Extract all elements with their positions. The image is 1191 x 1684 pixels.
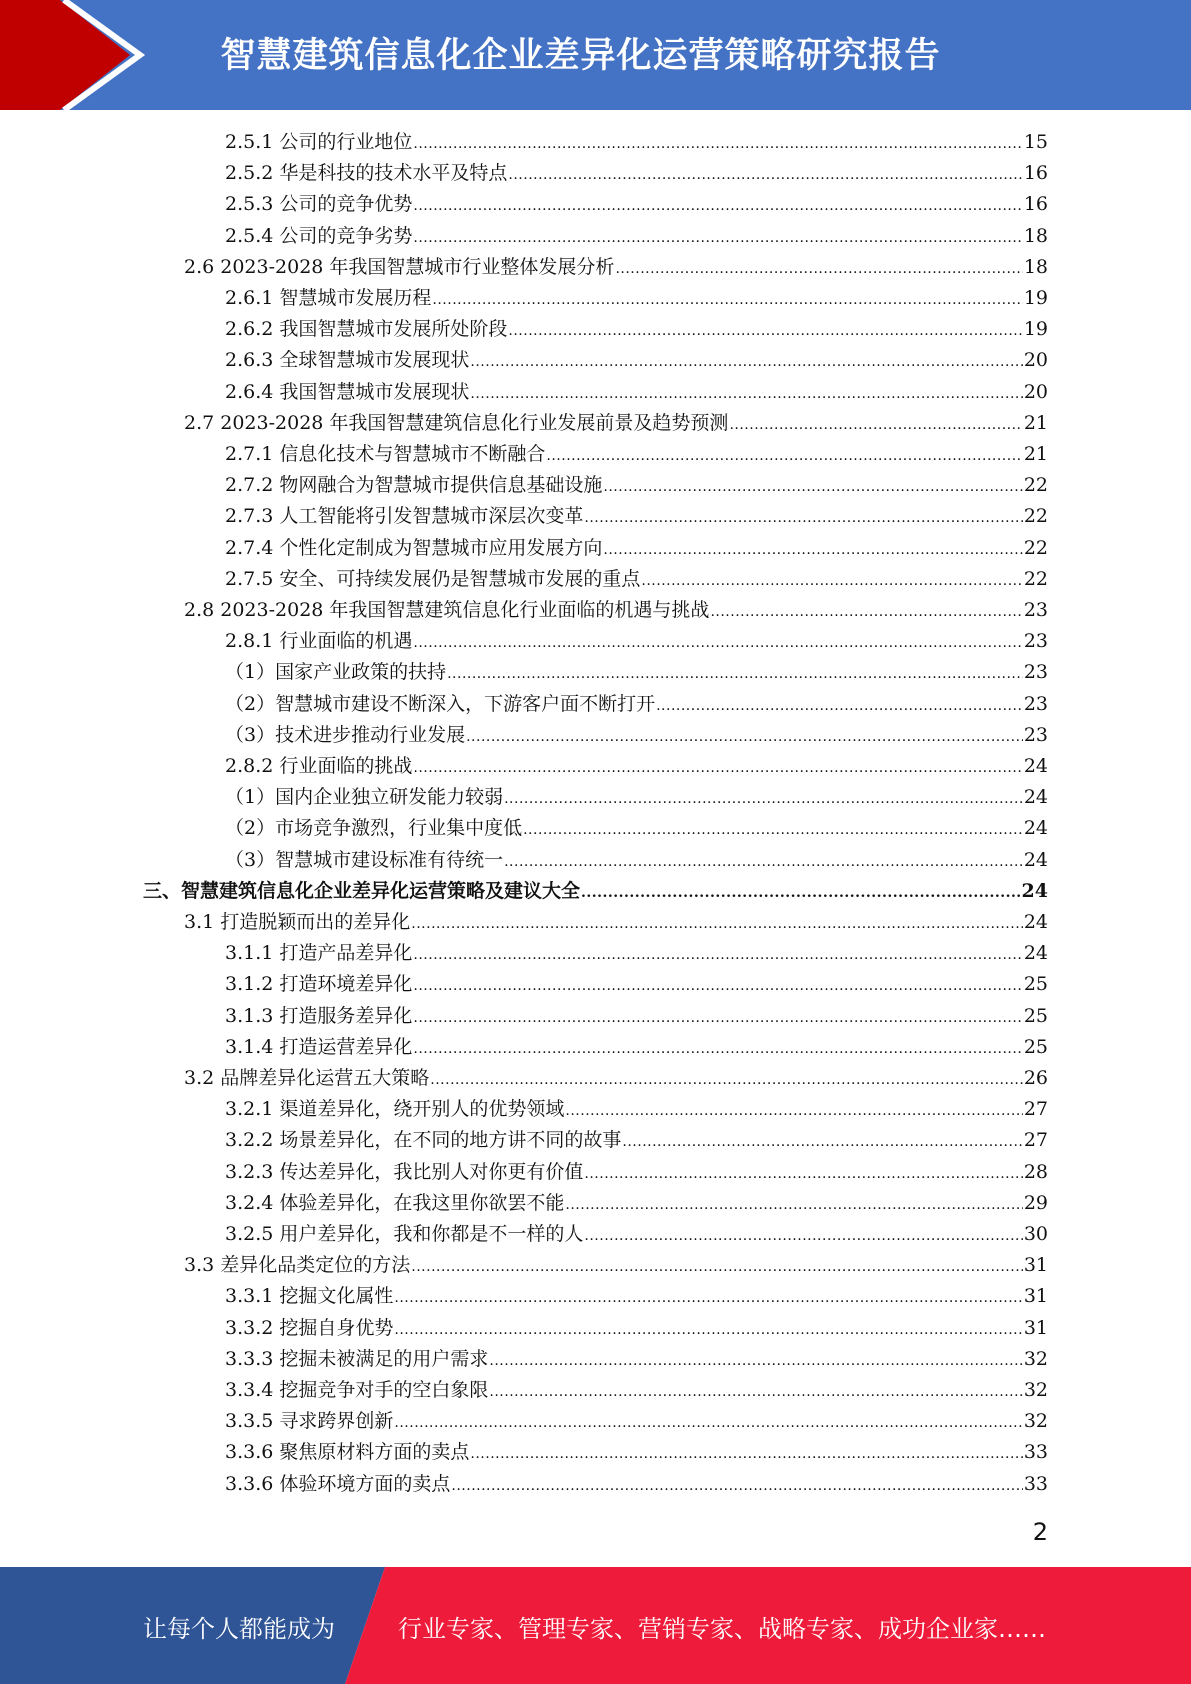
- toc-entry[interactable]: [225, 1032, 1048, 1063]
- toc-entry-title: 3.2.2 场景差异化，在不同的地方讲不同的故事: [225, 1129, 622, 1152]
- page-number: 2: [1032, 1518, 1048, 1546]
- toc-entry-title: 3.3.6 聚焦原材料方面的卖点: [225, 1441, 470, 1464]
- toc-entry-title: 2.8 2023-2028 年我国智慧建筑信息化行业面临的机遇与挑战: [184, 599, 710, 621]
- toc-entry-page: 32: [1023, 1379, 1048, 1401]
- toc-entry-title: 3.2.5 用户差异化，我和你都是不一样的人: [225, 1223, 584, 1245]
- toc-leader-dots: [394, 1315, 1022, 1346]
- toc-leader-dots: [470, 1439, 1022, 1470]
- toc-leader-dots: [394, 1408, 1022, 1439]
- toc-entry[interactable]: [184, 595, 1048, 626]
- toc-entry-title: 2.5.2 华是科技的技术水平及特点: [225, 162, 508, 185]
- toc-leader-dots: [584, 503, 1022, 534]
- toc-entry-page: 18: [1023, 255, 1048, 278]
- toc-entry-title: 3.1.2 打造环境差异化: [225, 973, 413, 996]
- toc-entry-page: 30: [1023, 1223, 1048, 1245]
- toc-leader-dots: [413, 129, 1022, 160]
- toc-entry-page: 21: [1023, 411, 1048, 434]
- toc-entry-title: 2.5.3 公司的竞争优势: [225, 193, 413, 216]
- toc-entry-title: 2.8.1 行业面临的机遇: [225, 630, 413, 653]
- toc-entry[interactable]: [225, 845, 1048, 876]
- toc-leader-dots: [413, 628, 1022, 659]
- toc-entry-title: 3.3.6 体验环境方面的卖点: [225, 1472, 451, 1495]
- toc-entry-page: 24: [1023, 755, 1048, 777]
- toc-leader-dots: [603, 472, 1022, 503]
- toc-entry-title: 2.7.4 个性化定制成为智慧城市应用发展方向: [225, 536, 603, 559]
- toc-entry-title: （1）国家产业政策的扶持: [225, 661, 447, 684]
- toc-leader-dots: [447, 659, 1023, 690]
- toc-entry-page: 26: [1023, 1067, 1048, 1089]
- toc-entry-title: 2.7.2 物网融合为智慧城市提供信息基础设施: [225, 474, 603, 497]
- toc-entry[interactable]: [184, 907, 1048, 938]
- toc-leader-dots: [622, 1127, 1022, 1158]
- toc-entry-page: 23: [1023, 692, 1048, 715]
- toc-entry-page: 25: [1023, 1004, 1048, 1027]
- toc-entry[interactable]: [225, 158, 1048, 189]
- toc-leader-dots: [581, 878, 1021, 909]
- toc-entry-page: 16: [1023, 162, 1048, 185]
- toc-entry-page: 24: [1021, 879, 1048, 902]
- toc-entry-title: 2.6 2023-2028 年我国智慧城市行业整体发展分析: [184, 255, 615, 278]
- toc-entry-title: 2.5.1 公司的行业地位: [225, 131, 413, 153]
- toc-entry[interactable]: [225, 1313, 1048, 1344]
- toc-leader-dots: [466, 722, 1023, 753]
- toc-entry-page: 22: [1023, 474, 1048, 497]
- toc-entry-page: 31: [1023, 1285, 1048, 1308]
- toc-entry-page: 24: [1023, 817, 1048, 840]
- toc-entry[interactable]: [225, 564, 1048, 595]
- toc-entry[interactable]: [225, 1375, 1048, 1406]
- toc-leader-dots: [584, 1221, 1022, 1252]
- toc-entry-page: 32: [1023, 1347, 1048, 1370]
- toc-entry-title: 三、智慧建筑信息化企业差异化运营策略及建议大全: [143, 879, 581, 902]
- toc-entry-title: 3.2.1 渠道差异化，绕开别人的优势领域: [225, 1098, 565, 1121]
- toc-entry-page: 25: [1023, 1035, 1048, 1058]
- toc-leader-dots: [413, 1034, 1022, 1065]
- toc-leader-dots: [413, 971, 1022, 1002]
- toc-entry-page: 22: [1023, 567, 1048, 590]
- toc-entry[interactable]: [225, 689, 1048, 720]
- toc-entry-title: 3.3.5 寻求跨界创新: [225, 1410, 394, 1433]
- toc-entry[interactable]: [225, 1001, 1048, 1032]
- toc-leader-dots: [504, 784, 1023, 815]
- toc-entry[interactable]: [225, 189, 1048, 220]
- toc-entry[interactable]: [225, 221, 1048, 252]
- toc-entry[interactable]: [225, 377, 1048, 408]
- toc-entry-title: 3.3.3 挖掘未被满足的用户需求: [225, 1347, 489, 1370]
- toc-leader-dots: [489, 1346, 1022, 1377]
- toc-entry-page: 28: [1023, 1160, 1048, 1183]
- footer-slogan-right: 行业专家、管理专家、营销专家、战略专家、成功企业家……: [398, 1615, 1046, 1643]
- toc-entry[interactable]: [225, 657, 1048, 688]
- toc-entry-title: （2）智慧城市建设不断深入，下游客户面不断打开: [225, 692, 656, 715]
- footer-slogan-left: 让每个人都能成为: [143, 1615, 335, 1643]
- toc-entry-title: 3.1.4 打造运营差异化: [225, 1035, 413, 1058]
- toc-entry-title: 3.3.1 挖掘文化属性: [225, 1285, 394, 1308]
- toc-entry-page: 21: [1023, 443, 1048, 465]
- toc-entry-title: 2.8.2 行业面临的挑战: [225, 755, 413, 777]
- toc-entry[interactable]: [225, 314, 1048, 345]
- toc-leader-dots: [546, 441, 1022, 472]
- toc-entry-title: 3.2 品牌差异化运营五大策略: [184, 1067, 430, 1089]
- toc-leader-dots: [432, 285, 1022, 316]
- toc-entry[interactable]: [225, 1437, 1048, 1468]
- toc-entry[interactable]: [184, 408, 1048, 439]
- toc-entry[interactable]: [184, 1250, 1048, 1281]
- toc-entry[interactable]: [225, 345, 1048, 376]
- toc-entry[interactable]: [225, 813, 1048, 844]
- toc-entry-title: （3）智慧城市建设标准有待统一: [225, 848, 504, 871]
- toc-entry-title: 2.5.4 公司的竞争劣势: [225, 224, 413, 247]
- toc-entry[interactable]: [225, 533, 1048, 564]
- toc-entry[interactable]: [225, 1188, 1048, 1219]
- toc-entry-title: 2.6.3 全球智慧城市发展现状: [225, 349, 470, 372]
- toc-entry-page: 15: [1023, 131, 1048, 153]
- toc-leader-dots: [411, 1252, 1023, 1283]
- toc-entry[interactable]: [225, 751, 1048, 782]
- toc-entry-page: 18: [1023, 224, 1048, 247]
- toc-entry-page: 23: [1023, 599, 1048, 621]
- toc-leader-dots: [603, 535, 1022, 566]
- toc-entry-title: 3.1.1 打造产品差异化: [225, 942, 413, 965]
- toc-entry-page: 23: [1023, 630, 1048, 653]
- toc-entry-title: 3.3.4 挖掘竞争对手的空白象限: [225, 1379, 489, 1401]
- report-title: 智慧建筑信息化企业差异化运营策略研究报告: [220, 36, 941, 76]
- toc-leader-dots: [451, 1471, 1022, 1502]
- toc-entry-page: 20: [1023, 380, 1048, 403]
- toc-entry-title: 3.2.4 体验差异化，在我这里你欲罢不能: [225, 1191, 565, 1214]
- toc-entry-title: 2.6.4 我国智慧城市发展现状: [225, 380, 470, 403]
- page-header: [0, 0, 1191, 110]
- toc-entry-page: 19: [1023, 287, 1048, 309]
- toc-leader-dots: [641, 566, 1022, 597]
- toc-entry-title: （3）技术进步推动行业发展: [225, 723, 466, 746]
- toc-leader-dots: [411, 909, 1023, 940]
- toc-leader-dots: [710, 597, 1022, 628]
- toc-entry[interactable]: [225, 501, 1048, 532]
- toc-entry[interactable]: [225, 1157, 1048, 1188]
- toc-entry-page: 31: [1023, 1316, 1048, 1339]
- toc-entry-page: 31: [1023, 1254, 1048, 1277]
- toc-entry-page: 24: [1023, 942, 1048, 965]
- toc-entry-page: 22: [1023, 505, 1048, 528]
- toc-leader-dots: [470, 379, 1022, 410]
- toc-entry-page: 23: [1023, 661, 1048, 684]
- toc-entry-page: 24: [1023, 786, 1048, 809]
- toc-leader-dots: [565, 1190, 1022, 1221]
- toc-entry[interactable]: [225, 1125, 1048, 1156]
- toc-leader-dots: [413, 191, 1022, 222]
- toc-entry[interactable]: [225, 969, 1048, 1000]
- toc-entry[interactable]: [225, 1094, 1048, 1125]
- toc-leader-dots: [565, 1096, 1022, 1127]
- toc-entry-title: （2）市场竞争激烈，行业集中度低: [225, 817, 523, 840]
- toc-entry[interactable]: [225, 720, 1048, 751]
- toc-entry-page: 29: [1023, 1191, 1048, 1214]
- toc-entry-page: 23: [1023, 723, 1048, 746]
- toc-leader-dots: [430, 1065, 1023, 1096]
- toc-entry-title: 2.7.3 人工智能将引发智慧城市深层次变革: [225, 505, 584, 528]
- toc-leader-dots: [508, 316, 1022, 347]
- toc-entry-title: 3.1 打造脱颖而出的差异化: [184, 911, 411, 933]
- toc-entry-title: 2.7.1 信息化技术与智慧城市不断融合: [225, 443, 546, 465]
- toc-entry[interactable]: [225, 1406, 1048, 1437]
- toc-entry-page: 27: [1023, 1098, 1048, 1121]
- toc-entry[interactable]: [225, 1469, 1048, 1500]
- toc-entry-title: 3.2.3 传达差异化，我比别人对你更有价值: [225, 1160, 584, 1183]
- toc-entry-title: （1）国内企业独立研发能力较弱: [225, 786, 504, 809]
- toc-entry-page: 33: [1023, 1472, 1048, 1495]
- toc-entry-page: 27: [1023, 1129, 1048, 1152]
- toc-entry[interactable]: [184, 1063, 1048, 1094]
- toc-leader-dots: [504, 847, 1023, 878]
- toc-entry-title: 2.7 2023-2028 年我国智慧建筑信息化行业发展前景及趋势预测: [184, 411, 729, 434]
- toc-leader-dots: [413, 753, 1022, 784]
- toc-entry-title: 2.6.2 我国智慧城市发展所处阶段: [225, 318, 508, 341]
- toc-leader-dots: [470, 347, 1022, 378]
- toc-entry-title: 3.1.3 打造服务差异化: [225, 1004, 413, 1027]
- toc-entry-title: 3.3 差异化品类定位的方法: [184, 1254, 411, 1277]
- toc-entry[interactable]: [225, 470, 1048, 501]
- toc-entry-title: 3.3.2 挖掘自身优势: [225, 1316, 394, 1339]
- toc-entry-page: 22: [1023, 536, 1048, 559]
- toc-entry-page: 32: [1023, 1410, 1048, 1433]
- toc-entry[interactable]: [225, 626, 1048, 657]
- toc-entry[interactable]: [225, 1219, 1048, 1250]
- toc-leader-dots: [523, 815, 1023, 846]
- toc-leader-dots: [508, 160, 1022, 191]
- toc-entry[interactable]: [143, 876, 1048, 907]
- toc-entry-page: 24: [1023, 911, 1048, 933]
- toc-entry[interactable]: [225, 782, 1048, 813]
- toc-leader-dots: [394, 1283, 1022, 1314]
- toc-entry-page: 19: [1023, 318, 1048, 341]
- toc-entry-page: 20: [1023, 349, 1048, 372]
- toc-leader-dots: [413, 940, 1022, 971]
- toc-entry-page: 33: [1023, 1441, 1048, 1464]
- toc-entry[interactable]: [225, 938, 1048, 969]
- toc-leader-dots: [729, 410, 1022, 441]
- toc-entry-title: 2.6.1 智慧城市发展历程: [225, 287, 432, 309]
- toc-leader-dots: [656, 691, 1023, 722]
- toc-entry-page: 25: [1023, 973, 1048, 996]
- toc-leader-dots: [584, 1159, 1022, 1190]
- toc-entry[interactable]: [225, 283, 1048, 314]
- toc-leader-dots: [489, 1377, 1022, 1408]
- toc-entry-page: 16: [1023, 193, 1048, 216]
- toc-entry-title: 2.7.5 安全、可持续发展仍是智慧城市发展的重点: [225, 567, 641, 590]
- toc-entry[interactable]: [225, 1281, 1048, 1312]
- toc-entry-page: 24: [1023, 848, 1048, 871]
- page-footer: [0, 1567, 1191, 1684]
- toc-leader-dots: [615, 254, 1022, 285]
- toc-entry[interactable]: [225, 439, 1048, 470]
- toc-entry[interactable]: [184, 252, 1048, 283]
- toc-entry[interactable]: [225, 1344, 1048, 1375]
- toc-entry[interactable]: [225, 127, 1048, 158]
- toc-leader-dots: [413, 1003, 1022, 1034]
- toc-leader-dots: [413, 223, 1022, 254]
